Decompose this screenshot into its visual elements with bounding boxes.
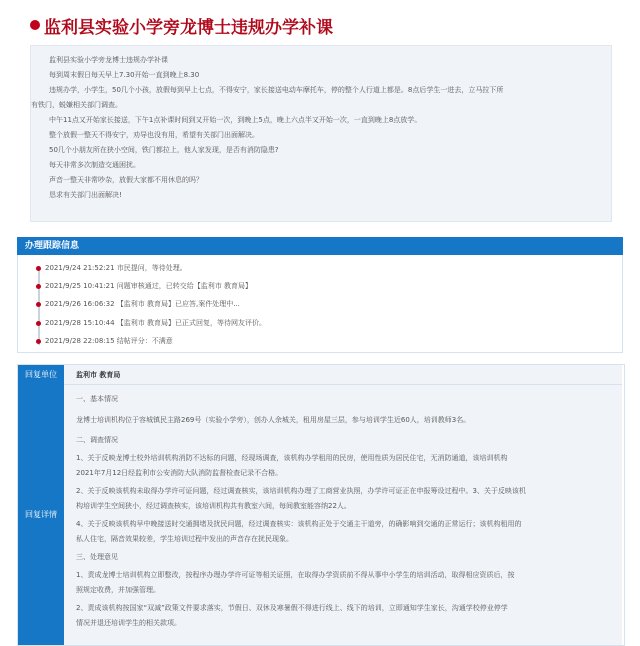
complaint-line: 违规办学，小学生，50几个小孩，放假每到早上七点，不得安宁，家长接送电动车摩托车，停的整个人行道上都是。8点后学生一进去，立马拉下所 bbox=[49, 86, 504, 94]
timeline-dot-icon bbox=[36, 266, 41, 271]
timeline-dot-icon bbox=[36, 302, 41, 307]
reply-line: 2、责成该机构按国家“双减”政策文件要求落实，节假日、双休及寒暑假不得进行线上、线下的培训，立即通知学生家长，沟通学校停业停学 bbox=[76, 604, 508, 612]
timeline-text: 2021/9/28 22:08:15 结帖评分：不满意 bbox=[45, 337, 173, 345]
timeline-dot-icon bbox=[36, 284, 41, 289]
complaint-line: 中午11点又开始家长接送，下午1点补课时间到又开始一次，到晚上5点，晚上六点半又开始一次，一直到晚上8点放学。 bbox=[49, 116, 422, 124]
bullet-icon bbox=[30, 20, 40, 30]
timeline-dot-icon bbox=[36, 321, 41, 326]
reply-line: 4、关于反映该机构早中晚接送时交通拥堵及扰民问题，经过调查核实：该机构正处于交通主干道旁，的确影响到交通的正常运行；该机构租用的 bbox=[76, 520, 522, 528]
complaint-line: 每天非常多次制造交通困扰。 bbox=[49, 161, 140, 169]
complaint-line: 监利县实验小学旁龙博士违规办学补课 bbox=[49, 56, 168, 64]
reply-line: 1、责成龙博士培训机构立即整改，按程序办理办学许可证等相关证照，在取得办学资质前不得从事中小学生的培训活动，取得相应资质后，按 bbox=[76, 571, 515, 579]
reply-unit-label: 回复单位 bbox=[18, 365, 64, 385]
title-row bbox=[30, 12, 333, 38]
reply-line: 2、关于反映该机构未取得办学许可证问题，经过调查核实，该培训机构办理了工商营业执照，办学许可证正在申报筹设过程中。3、关于反映该机 bbox=[76, 487, 526, 495]
reply-line: 龙博士培训机构位于容城镇民主路269号（实验小学旁），创办人余城关，租用房屋三层，参与培训学生近60人，培训教师3名。 bbox=[76, 416, 471, 424]
complaint-line: 恳求有关部门出面解决! bbox=[49, 191, 122, 199]
timeline-text: 2021/9/26 16:06:32 【监利市 教育局】已应答,案件处理中... bbox=[45, 300, 240, 308]
page-title: 监利县实验小学旁龙博士违规办学补课 bbox=[44, 17, 333, 38]
complaint-content bbox=[30, 45, 612, 222]
tracking-timeline bbox=[17, 255, 623, 353]
complaint-line: 50几个小朋友所在狭小空间，铁门都拉上，他人家发现，是否有消防隐患? bbox=[49, 146, 279, 154]
timeline-text: 2021/9/28 15:10:44 【监利市 教育局】已正式回复，等待网友评价。 bbox=[45, 319, 267, 327]
reply-line: 1、关于反映龙博士校外培训机构消防不达标的问题，经现场调查，该机构办学租用的民房，使用性质为居民住宅，无消防通道，该培训机构 bbox=[76, 454, 508, 462]
timeline-item bbox=[36, 336, 173, 346]
reply-table bbox=[17, 364, 625, 646]
reply-detail-label bbox=[18, 385, 64, 645]
reply-line: 三、处理意见 bbox=[76, 553, 118, 561]
reply-line: 情况并退还培训学生的相关款项。 bbox=[76, 619, 181, 627]
reply-line: 2021年7月12日经监利市公安消防大队消防监督检查记录不合格。 bbox=[76, 469, 283, 477]
complaint-line: 声音一整天非常吵杂，放假大家都不用休息的吗？ bbox=[49, 176, 203, 184]
reply-line: 构培训学生空间狭小，经过调查核实，该培训机构共有教室六间，每间教室能容纳22人。 bbox=[76, 502, 351, 510]
tracking-header-label: 办理跟踪信息 bbox=[25, 241, 80, 251]
reply-unit-value: 监利市 教育局 bbox=[64, 365, 622, 385]
complaint-line: 有铁门，蜕嫌相关部门调查。 bbox=[31, 101, 122, 109]
timeline-text: 2021/9/25 10:41:21 问题审核通过，已转交给【监利市 教育局】 bbox=[45, 282, 253, 290]
tracking-header bbox=[17, 237, 623, 255]
reply-line: 私人住宅，隔音效果较差，学生培训过程中发出的声音存在扰民现象。 bbox=[76, 535, 293, 543]
timeline-item bbox=[36, 318, 266, 328]
timeline-dot-icon bbox=[36, 339, 41, 344]
timeline-item bbox=[36, 281, 252, 291]
timeline-item bbox=[36, 299, 240, 309]
reply-detail-label-text: 回复详情 bbox=[25, 510, 57, 519]
reply-detail bbox=[64, 385, 622, 645]
timeline-text: 2021/9/24 21:52:21 市民提问，等待处理。 bbox=[45, 264, 187, 272]
reply-line: 照规定收费，并加强管理。 bbox=[76, 586, 160, 594]
complaint-line: 每到周末假日每天早上7.30开始一直到晚上8.30 bbox=[49, 71, 200, 79]
reply-line: 二、调查情况 bbox=[76, 436, 118, 444]
timeline-item bbox=[36, 263, 187, 273]
complaint-line: 整个放假一整天不得安宁，劝导也没有用，希望有关部门出面解决。 bbox=[49, 131, 259, 139]
reply-line: 一、基本情况 bbox=[76, 395, 118, 403]
